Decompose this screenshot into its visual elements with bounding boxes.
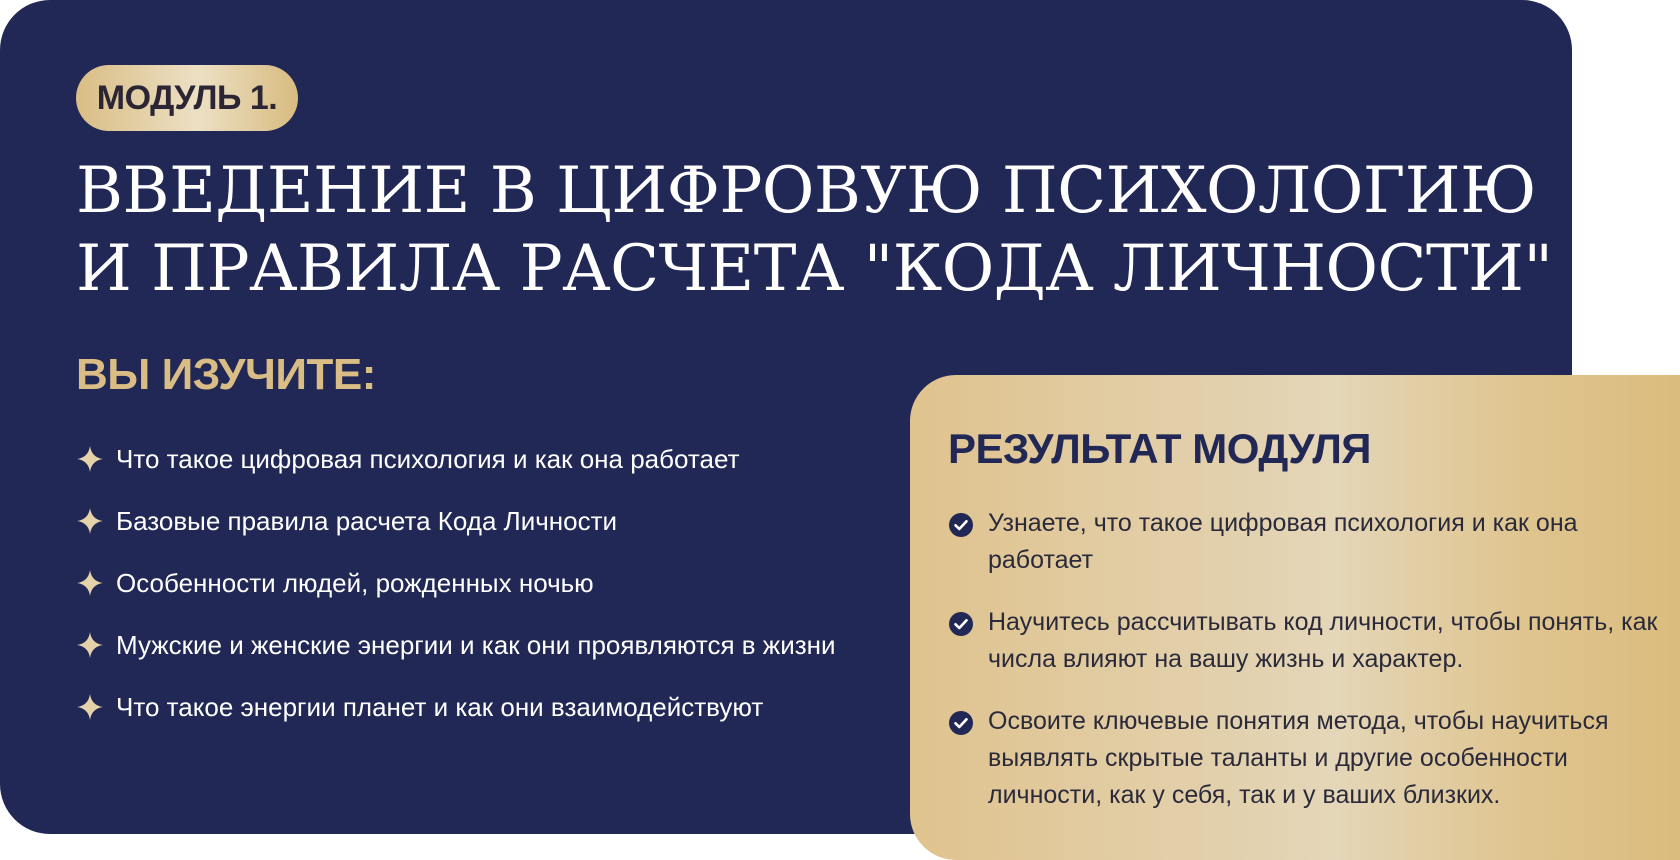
list-item: [948, 604, 1668, 678]
module-title: [76, 152, 1553, 308]
learn-item-label: Что такое энергии планет и как они взаимодействуют: [116, 691, 764, 722]
module-badge-label: МОДУЛЬ 1.: [96, 78, 278, 117]
list-item: [948, 505, 1668, 579]
learn-item-label: Что такое цифровая психология и как она работает: [116, 443, 740, 474]
result-heading: РЕЗУЛЬТАТ МОДУЛЯ: [948, 425, 1371, 472]
learn-item-label: Мужские и женские энергии и как они проявляются в жизни: [116, 629, 836, 660]
module-badge: [76, 65, 298, 131]
check-circle-icon: [948, 710, 974, 736]
result-item-label: Освоите ключевые понятия метода, чтобы научиться выявлять скрытые таланты и другие особенности личности, как у себя, так и у ваших близких.: [988, 707, 1609, 809]
check-circle-icon: [948, 512, 974, 538]
check-circle-icon: [948, 611, 974, 637]
result-list: [948, 505, 1668, 839]
learn-item-label: Базовые правила расчета Кода Личности: [116, 505, 618, 536]
sparkle-icon: [76, 631, 104, 659]
learn-item-label: Особенности людей, рожденных ночью: [116, 567, 594, 598]
list-item: [76, 676, 836, 738]
result-item-label: Узнаете, что такое цифровая психология и как она работает: [988, 509, 1578, 574]
module-title-line: ВВЕДЕНИЕ В ЦИФРОВУЮ ПСИХОЛОГИЮ: [76, 154, 1536, 228]
list-item: [76, 552, 836, 614]
sparkle-icon: [76, 507, 104, 535]
list-item: [948, 703, 1668, 814]
module-title-line: И ПРАВИЛА РАСЧЕТА "КОДА ЛИЧНОСТИ": [76, 232, 1553, 306]
sparkle-icon: [76, 445, 104, 473]
sparkle-icon: [76, 569, 104, 597]
result-card: [910, 375, 1680, 860]
list-item: [76, 614, 836, 676]
result-item-label: Научитесь рассчитывать код личности, чтобы понять, как числа влияют на вашу жизнь и характер.: [988, 608, 1658, 673]
sparkle-icon: [76, 693, 104, 721]
list-item: [76, 490, 836, 552]
learn-heading: ВЫ ИЗУЧИТЕ:: [76, 350, 376, 399]
list-item: [76, 428, 836, 490]
learn-list: [76, 428, 836, 738]
